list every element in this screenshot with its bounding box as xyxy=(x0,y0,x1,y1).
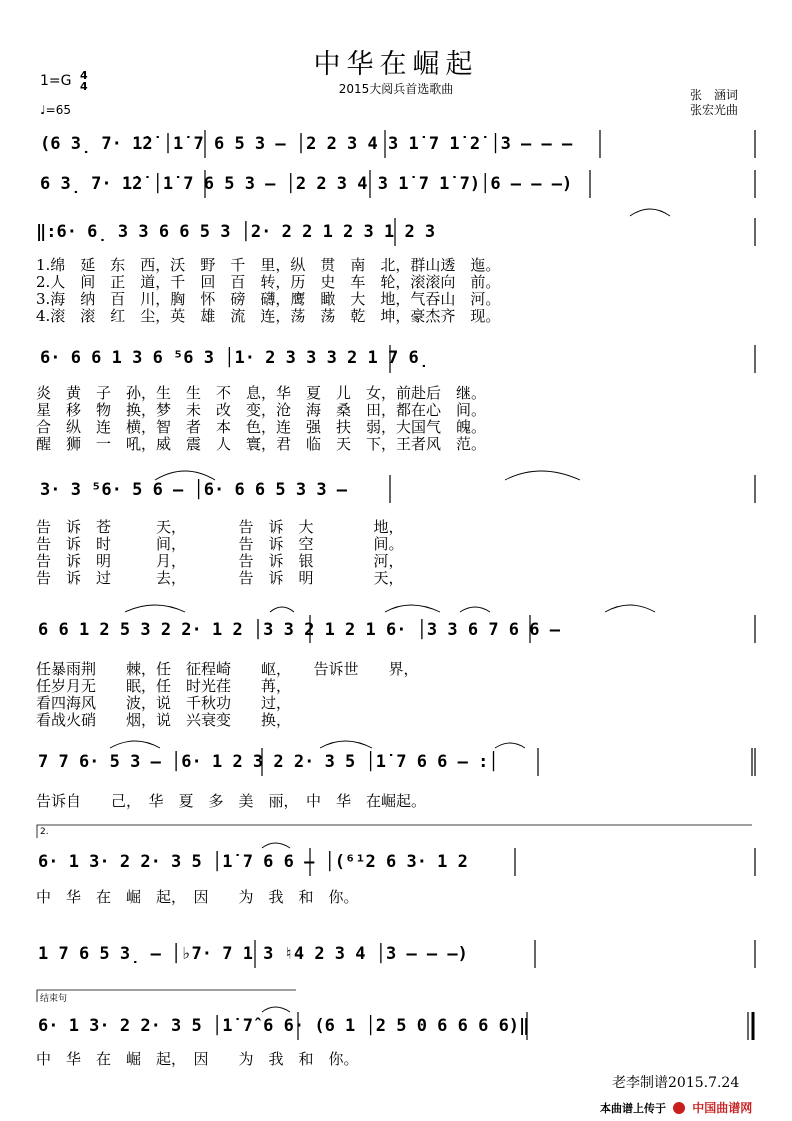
upload-text: 本曲谱上传于 xyxy=(600,1102,666,1115)
lyric-line-5-verse-4: 告 诉 过 去， 告 诉 明 天， xyxy=(36,569,404,587)
lyric-line-3-verse-1: 1.绵 延 东 西，沃 野 千 里，纵 贯 南 北，群山透 迤。 xyxy=(36,256,501,274)
lyric-line-3-verse-4: 4.滚 滚 红 尘，英 雄 流 连，荡 荡 乾 坤，豪杰齐 现。 xyxy=(36,307,501,325)
ending-label: 结束句 xyxy=(40,994,68,1004)
lyric-line-3-verse-2: 2.人 间 正 道，千 回 百 转，历 史 车 轮，滚滚向 前。 xyxy=(36,273,501,291)
footer-upload xyxy=(600,1097,752,1116)
time-numerator: 4 xyxy=(79,69,88,82)
lyric-line-8: 中 华 在 崛 起， 因 为 我 和 你。 xyxy=(36,888,359,906)
lyric-line-5-verse-1: 告 诉 苍 天， 告 诉 大 地， xyxy=(36,518,404,536)
lyricist-credit: 张 涵词 xyxy=(690,88,739,102)
site-logo-icon xyxy=(673,1102,685,1114)
composer-credit: 张宏光曲 xyxy=(690,103,739,117)
key-label: 1=G xyxy=(40,73,72,89)
notation-line-7: 7 7 6· 5 3 – │6· 1 2 3 2 2· 3 5 │1̇ 7 6 6 – :│ xyxy=(38,752,499,772)
lyric-line-6-verse-1: 任暴雨荆 棘，任 征程崎 岖， 告诉世 界， xyxy=(36,660,419,678)
lyric-line-10: 中 华 在 崛 起， 因 为 我 和 你。 xyxy=(36,1050,359,1068)
key-signature xyxy=(40,70,88,92)
lyric-line-7: 告诉自 己， 华 夏 多 美 丽， 中 华 在崛起。 xyxy=(36,792,427,810)
subtitle: 2015大阅兵首选歌曲 xyxy=(338,82,454,96)
notation-line-3: ‖:6· 6̣ 3 3 6 6 5 3 │2· 2 2 1 2 3 1 2 3 xyxy=(36,222,436,242)
time-denominator: 4 xyxy=(79,80,88,93)
arranger-credit: 老李制谱2015.7.24 xyxy=(612,1075,740,1091)
notation-line-10: 6· 1 3· 2 2· 3 5 │1̇ 7̂ 6 6· (6 1 │2 5 0 6 6 6 6)‖ xyxy=(38,1016,530,1036)
page-title: 中华在崛起 xyxy=(313,49,479,80)
tempo-mark: ♩=65 xyxy=(40,103,71,117)
notation-line-6: 6 6 1 2 5 3 2 2· 1 2 │3 3 2 1 2 1 6· │3 3 6 7 6 6 – xyxy=(38,620,560,640)
site-name[interactable]: 中国曲谱网 xyxy=(692,1101,753,1115)
time-signature xyxy=(80,70,88,92)
lyric-line-3-verse-3: 3.海 纳 百 川，胸 怀 磅 礴，鹰 瞰 大 地，气吞山 河。 xyxy=(36,290,501,308)
volta-2-label: 2. xyxy=(40,827,49,837)
lyric-line-6-verse-2: 任岁月无 眠，任 时光荏 苒， xyxy=(36,677,292,695)
lyric-line-4-verse-3: 合 纵 连 横，智 者 本 色，连 强 扶 弱，大国气 魄。 xyxy=(36,418,487,436)
lyric-line-6-verse-4: 看战火硝 烟，说 兴衰变 换， xyxy=(36,711,292,729)
lyric-line-4-verse-4: 醒 狮 一 吼，威 震 人 寰，君 临 天 下，王者风 范。 xyxy=(36,435,487,453)
lyric-line-5-verse-2: 告 诉 时 间， 告 诉 空 间。 xyxy=(36,535,404,553)
notation-line-2: 6 3̣ 7· 1̇2̇ │1̇ 7 6 5 3 – │2 2 3 4 3 1̇ 7 1̇ 7)│6 – – –) xyxy=(40,174,573,194)
notation-line-9: 1 7 6 5 3̣ – │♭7· 7 1 3 ♮4 2 3 4 │3 – – –) xyxy=(38,944,468,964)
notation-line-4: 6· 6 6 1 3 6 ⁵6 3 │1· 2 3 3 3 2 1 7 6̣ xyxy=(40,348,429,368)
lyric-line-4-verse-2: 星 移 物 换，梦 未 改 变，沧 海 桑 田，都在心 间。 xyxy=(36,401,487,419)
lyric-line-6-verse-3: 看四海风 波，说 千秋功 过， xyxy=(36,694,292,712)
lyric-line-4-verse-1: 炎 黄 子 孙，生 生 不 息，华 夏 儿 女，前赴后 继。 xyxy=(36,384,487,402)
notation-line-5: 3· 3 ⁵6· 5 6 – │6· 6 6 5 3 3 – xyxy=(40,480,348,500)
notation-line-8: 6· 1 3· 2 2· 3 5 │1̇ 7 6 6 – │(⁶¹2 6 3· 1 2 xyxy=(38,852,468,872)
notation-line-1: (6 3̣ 7· 1̇2̇ │1̇ 7 6 5 3 – │2 2 3 4 3 1̇ 7 1̇ 2̇ │3 – – – xyxy=(40,134,573,154)
lyric-line-5-verse-3: 告 诉 明 月， 告 诉 银 河， xyxy=(36,552,404,570)
